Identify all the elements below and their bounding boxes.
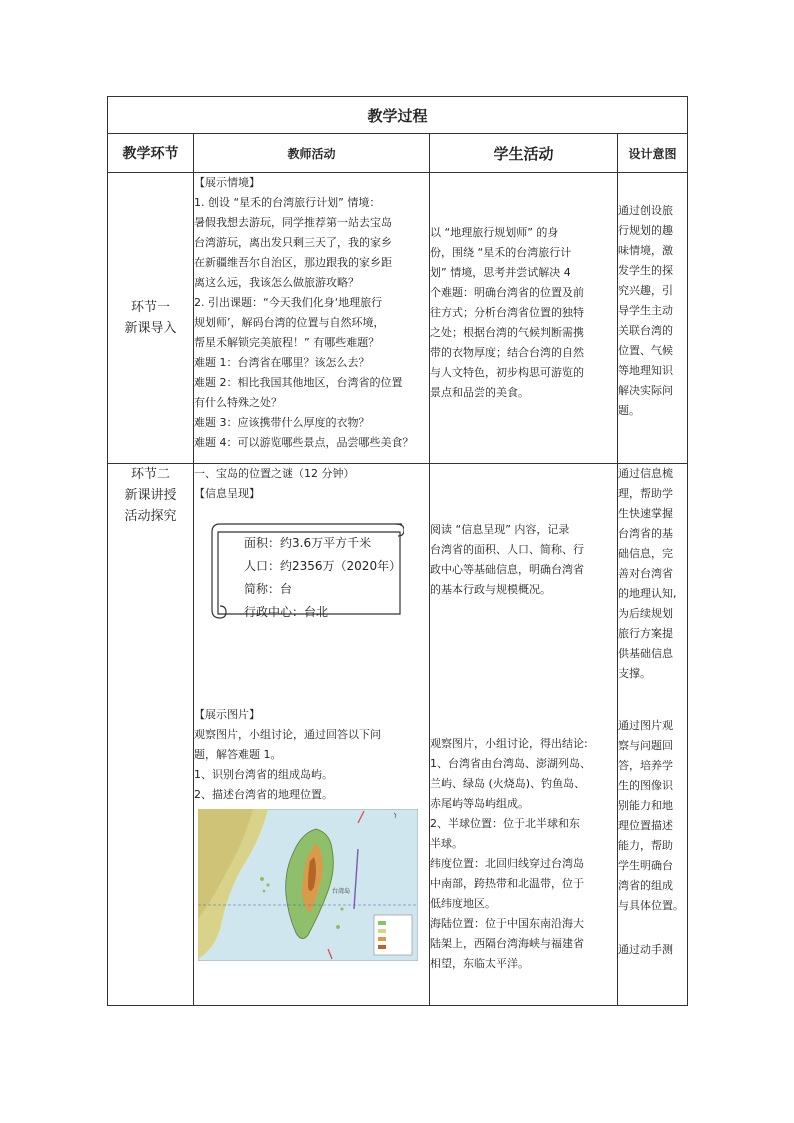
stage-label: 环节二 [130,467,170,482]
text-line: 个难题：明确台湾省的位置及前 [430,286,584,299]
text-line: 的基本行政与规模概况。 [430,583,551,596]
text-line: 善对台湾省 [618,567,673,580]
text-line: 兰屿、绿岛 (火烧岛)、钓鱼岛、 [430,777,586,790]
text-line: 与具体位置。 [618,899,684,912]
header-student: 学生活动 [430,134,618,173]
text-line: 答，培养学 [618,759,673,772]
text-line: 通过创设旅 [618,204,673,217]
text-line: 味情境，激 [618,244,673,257]
text-line: 以 “地理旅行规划师” 的身 [430,226,559,239]
text-line: 1、台湾省由台湾岛、澎湖列岛、 [430,757,591,770]
text-line: 生快速掌握 [618,507,673,520]
text-line: 在新疆维吾尔自治区，那边跟我的家乡距 [194,256,392,269]
text-line: 究兴趣，引 [618,284,673,297]
text-line: 规划师’，解码台湾的位置与自然环境， [194,316,385,329]
text-line: 支撑。 [618,667,651,680]
student-activity-2 [430,464,618,1006]
text-line: 份，围绕 “星禾的台湾旅行计 [430,246,572,259]
text-line: 湾省的组成 [618,879,673,892]
teacher-activity-1 [194,173,430,464]
text-line: 关联台湾的 [618,324,673,337]
taiwan-map-illustration [198,809,418,961]
text-line: 行规划的趣 [618,224,673,237]
info-capital: 行政中心：台北 [244,605,329,619]
text-line: 通过动手测 [618,943,673,956]
text-line: 的地理认知, [618,587,677,600]
text-line: 观察图片，小组讨论，通过回答以下问 [194,728,381,741]
text-line: 2. 引出课题：“今天我们化身‘地理旅行 [194,296,383,309]
text-line: 能力，帮助 [618,839,673,852]
info-scroll-card [204,514,404,622]
text-line: 与人文特色，初步构思可游览的 [430,366,584,379]
teacher-activity-2 [194,464,430,1006]
text-line: 纬度位置：北回归线穿过台湾岛 [430,857,584,870]
text-line: 景点和品尝的美食。 [430,386,529,399]
text-line: 暑假我想去游玩，同学推荐第一站去宝岛 [194,216,392,229]
design-intent-2 [618,464,688,1006]
text-line: 帮星禾解锁完美旅程！” 有哪些难题？ [194,336,380,349]
text-line: 导学生主动 [618,304,673,317]
text-line: 发学生的探 [618,264,673,277]
text-line: 相望，东临太平洋。 [430,957,529,970]
text-line: 【展示图片】 [194,708,260,721]
text-line: 之处；根据台湾的气候判断需携 [430,326,584,339]
stage-label: 环节一 [130,300,170,315]
text-line: 位置、气候 [618,344,673,357]
text-line: 有什么特殊之处？ [194,396,282,409]
design-intent-1 [618,173,688,464]
text-line: 供基础信息 [618,647,673,660]
student-activity-1 [430,173,618,464]
text-line: 往方式；分析台湾省位置的独特 [430,306,584,319]
stage-cell-2 [108,464,194,1006]
text-line: 难题 1：台湾省在哪里？该怎么去？ [194,356,370,369]
text-line: 础信息，完 [618,547,673,560]
map-island-label: 台湾岛 [332,888,351,895]
text-line: 难题 3：应该携带什么厚度的衣物？ [194,416,370,429]
text-line: 解决实际问 [618,384,673,397]
text-line: 划” 情境，思考并尝试解决 4 [430,266,571,279]
header-teacher: 教师活动 [194,134,430,173]
text-line: 为后续规划 [618,607,673,620]
info-area: 面积：约3.6万平方千米 [244,536,372,550]
text-line: 生的图像识 [618,779,673,792]
text-line: 1. 创设 “星禾的台湾旅行计划” 情境： [194,196,381,209]
text-line: 等地理知识 [618,364,673,377]
text-line: 政中心等基础信息，明确台湾省 [430,563,584,576]
text-line: 察与问题回 [618,739,673,752]
text-line: 观察图片，小组讨论，得出结论: [430,737,588,750]
text-line: 理，帮助学 [618,487,673,500]
text-line: 海陆位置：位于中国东南沿海大 [430,917,584,930]
stage-label: 活动探究 [124,509,177,524]
stage-label: 新课导入 [124,321,177,336]
info-abbreviation: 简称：台 [244,582,293,596]
text-line: 阅读 “信息呈现” 内容，记录 [430,523,570,536]
text-line: 别能力和地 [618,799,673,812]
text-line: 学生明确台 [618,859,673,872]
text-line: 【信息呈现】 [194,487,260,500]
text-line: 通过图片观 [618,719,673,732]
table-title: 教学过程 [108,97,688,134]
text-line: 中南部，跨热带和北温带，位于 [430,877,584,890]
taiwan-map-image [198,809,418,961]
text-line: 【展示情境】 [194,176,260,189]
text-line: 离这么远，我该怎么做旅游攻略？ [194,276,359,289]
info-population: 人口：约2356万（2020年） [244,559,402,573]
lesson-process-table [107,96,688,1006]
text-line: 1、识别台湾省的组成岛屿。 [194,768,333,781]
stage-cell-1 [108,173,194,464]
text-line: 低纬度地区。 [430,897,496,910]
text-line: 通过信息梳 [618,467,673,480]
text-line: 带的衣物厚度；结合台湾的自然 [430,346,584,359]
text-line: 理位置描述 [618,819,673,832]
header-stage: 教学环节 [108,134,194,173]
text-line: 题。 [618,404,640,417]
text-line: 难题 4：可以游览哪些景点，品尝哪些美食？ [194,436,414,449]
text-line: 2、描述台湾省的地理位置。 [194,788,333,801]
text-line: 陆架上，西隔台湾海峡与福建省 [430,937,584,950]
text-line: 难题 2：相比我国其他地区，台湾省的位置 [194,376,403,389]
header-intent: 设计意图 [618,134,688,173]
text-line: 题，解答难题 1。 [194,748,282,761]
text-line: 台湾游玩，离出发只剩三天了，我的家乡 [194,236,392,249]
text-line: 台湾省的面积、人口、简称、行 [430,543,584,556]
text-line: 半球。 [430,837,463,850]
text-line: 台湾省的基 [618,527,673,540]
text-line: 2、半球位置：位于北半球和东 [430,817,580,830]
text-line: 赤尾屿等岛屿组成。 [430,797,529,810]
stage-label: 新课讲授 [124,488,177,503]
section-heading: 一、宝岛的位置之谜（12 分钟） [194,467,355,480]
text-line: 旅行方案提 [618,627,673,640]
